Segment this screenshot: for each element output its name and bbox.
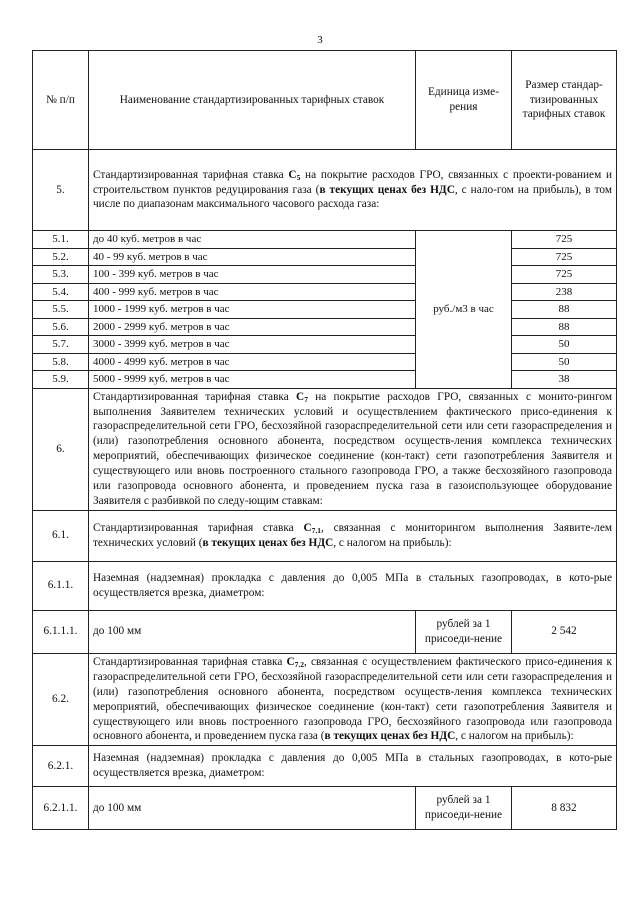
table-row-6-1-1 [33, 561, 617, 610]
row-description: Наземная (надземная) прокладка с давления до 0,005 МПа в стальных газопроводах, в кото-рые осуществляется врезка, диаметром: [89, 746, 617, 787]
text-part: , с нало-гом на прибыль), в том числе по диапазонам максимального часового расхода газа: [93, 183, 612, 211]
range-name: до 40 куб. метров в час [89, 231, 416, 249]
range-value: 725 [512, 248, 617, 266]
row-number: 6.1.1. [33, 561, 89, 610]
row-description [89, 150, 617, 231]
range-name: 400 - 999 куб. метров в час [89, 283, 416, 301]
range-name: 3000 - 3999 куб. метров в час [89, 336, 416, 354]
table-header-row [33, 51, 617, 150]
row-number: 5.9. [33, 371, 89, 389]
row-description: Наземная (надземная) прокладка с давления до 0,005 МПа в стальных газопроводах, в кото-рые осуществляется врезка, диаметром: [89, 561, 617, 610]
item-value: 8 832 [512, 787, 617, 830]
row-number: 5.4. [33, 283, 89, 301]
table-row-5-3 [33, 266, 617, 284]
table-row-5-9 [33, 371, 617, 389]
header-no: № п/п [33, 51, 89, 150]
text-part: , связанная с осуществлением фактического присо-единения к газораспределительной сети ГРО, бесхозяйной газораспределительной сети или сети газораспределения и (или) газопотребления основного абонента, посредством осуществ-ления комплекса технических мероприятий, обеспечивающих физическое соединение (кон-такт) сети газопотребления Заявителя и существующего или вновь построенного газопровода ГРО, бесхозяйного газопровода или газопровода основного абонента, и проведением пуска газа ( [93, 655, 612, 743]
item-name: до 100 мм [89, 610, 416, 653]
range-value: 50 [512, 336, 617, 354]
row-number: 6. [33, 388, 89, 510]
bold-text: в текущих ценах без НДС [324, 730, 456, 743]
text-part: Стандартизированная тарифная ставка [93, 390, 297, 403]
rate-index: 7.2 [294, 659, 305, 669]
header-value: Размер стандар-тизированных тарифных ставок [512, 51, 617, 150]
range-name: 2000 - 2999 куб. метров в час [89, 318, 416, 336]
table-row-5-8 [33, 353, 617, 371]
range-value: 725 [512, 231, 617, 249]
rate-index: 7.1 [311, 525, 321, 535]
header-unit: Единица изме-рения [416, 51, 512, 150]
text-part: , с налогом на прибыль): [455, 730, 574, 743]
item-unit: рублей за 1 присоеди-нение [416, 787, 512, 830]
range-unit: руб./м3 в час [433, 303, 494, 316]
item-name: до 100 мм [89, 787, 416, 830]
table-row-5-4 [33, 283, 617, 301]
table-row-6-1-1-1 [33, 610, 617, 653]
text-part: Стандартизированная тарифная ставка [93, 521, 304, 534]
rate-letter: С [296, 390, 305, 403]
row-number: 5.6. [33, 318, 89, 336]
row-number: 5.3. [33, 266, 89, 284]
bold-text: в текущих ценах без НДС [202, 536, 334, 549]
text-part: Стандартизированная тарифная ставка [93, 168, 289, 181]
text-part: на покрытие расходов ГРО, связанных с монито-рингом выполнения Заявителем технических условий и осуществлением фактического присо-единения к газораспределительной сети ГРО, бесхозяйной газораспределительной сети или сети газораспределения и (или) газопотребления основного абонента, посредством осуществ-ления комплекса технических мероприятий, обеспечивающих физическое соединение (кон-такт) сети газопотребления Заявителя и существующего или вновь построенного стального газопровода ГРО, а также бесхозяйного газопровода или газопровода основного абонента, и проведением пуска газа в газоиспользующее оборудование Заявителя с разбивкой по следу-ющим ставкам: [93, 390, 612, 507]
row-number: 6.2. [33, 653, 89, 745]
rate-symbol [303, 522, 321, 534]
range-value: 238 [512, 283, 617, 301]
bold-text: в текущих ценах без НДС [319, 183, 455, 196]
rate-symbol [287, 656, 305, 668]
range-value: 38 [512, 371, 617, 389]
range-value: 88 [512, 301, 617, 319]
row-description [89, 388, 617, 510]
table-row-5 [33, 150, 617, 231]
rate-letter: С [288, 168, 297, 181]
row-number: 6.1. [33, 510, 89, 561]
table-row-6-1 [33, 510, 617, 561]
row-number: 6.1.1.1. [33, 610, 89, 653]
table-row-5-7 [33, 336, 617, 354]
text-part: на покрытие расходов ГРО, связанных с проекти-рованием и строительством пунктов редуцирования газа ( [93, 168, 612, 196]
range-name: 4000 - 4999 куб. метров в час [89, 353, 416, 371]
row-number: 5.1. [33, 231, 89, 249]
table-row-5-1 [33, 231, 617, 249]
row-number: 5.7. [33, 336, 89, 354]
page-number: 3 [317, 34, 323, 46]
header-name: Наименование стандартизированных тарифных ставок [89, 51, 416, 150]
item-value: 2 542 [512, 610, 617, 653]
table-row-6 [33, 388, 617, 510]
row-number: 5. [33, 150, 89, 231]
range-name: 100 - 399 куб. метров в час [89, 266, 416, 284]
table-row-5-5 [33, 301, 617, 319]
rate-index: 5 [296, 172, 301, 182]
range-value: 88 [512, 318, 617, 336]
rate-symbol [296, 391, 308, 403]
range-name: 1000 - 1999 куб. метров в час [89, 301, 416, 319]
row-description [89, 510, 617, 561]
table-row-5-2 [33, 248, 617, 266]
row-number: 6.2.1.1. [33, 787, 89, 830]
row-number: 5.2. [33, 248, 89, 266]
row-number: 6.2.1. [33, 746, 89, 787]
table-row-6-2-1-1 [33, 787, 617, 830]
text-part: , связанная с мониторингом выполнения Заявите-лем технических условий ( [93, 521, 612, 549]
row-number: 5.5. [33, 301, 89, 319]
range-value: 725 [512, 266, 617, 284]
rate-index: 7 [304, 394, 308, 404]
rate-symbol [288, 169, 300, 181]
row-number: 5.8. [33, 353, 89, 371]
row-description [89, 653, 617, 745]
table-row-6-2 [33, 653, 617, 745]
tariff-table [32, 50, 617, 830]
table-row-5-6 [33, 318, 617, 336]
range-unit-cell [416, 231, 512, 389]
rate-letter: С [286, 655, 295, 668]
range-value: 50 [512, 353, 617, 371]
item-unit: рублей за 1 присоеди-нение [416, 610, 512, 653]
rate-letter: С [303, 521, 312, 534]
table-row-6-2-1 [33, 746, 617, 787]
text-part: , с налогом на прибыль): [333, 536, 452, 549]
range-name: 5000 - 9999 куб. метров в час [89, 371, 416, 389]
range-name: 40 - 99 куб. метров в час [89, 248, 416, 266]
text-part: Стандартизированная тарифная ставка [93, 655, 287, 668]
